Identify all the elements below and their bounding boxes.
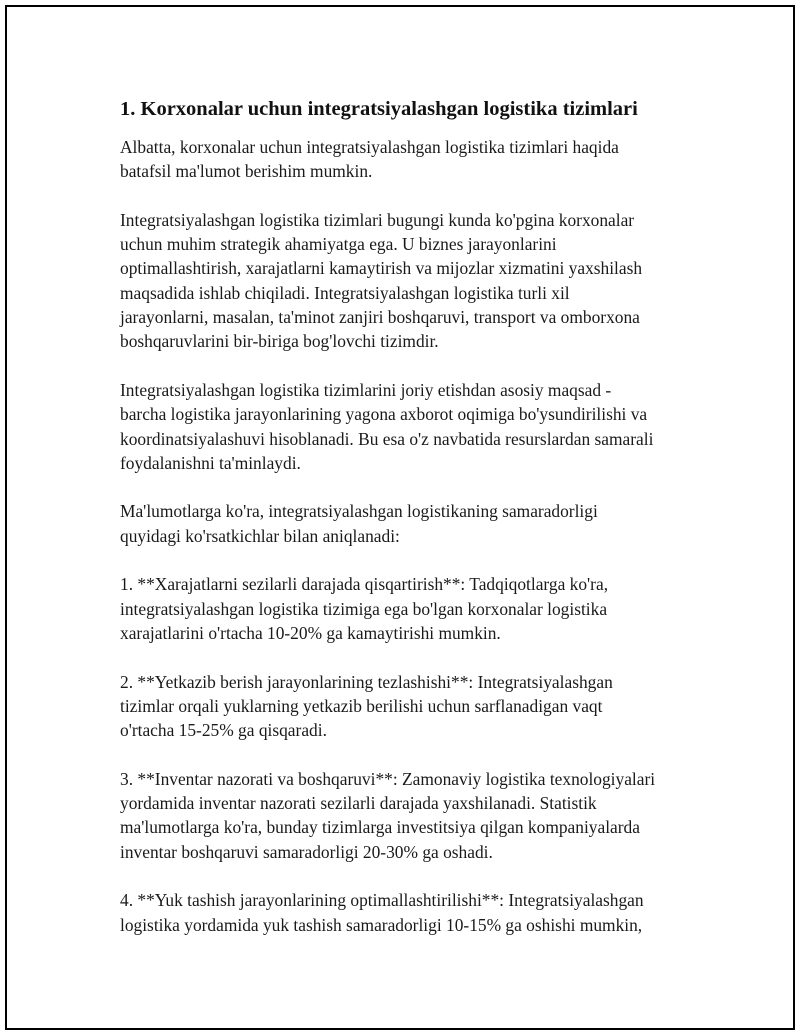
paragraph bbox=[120, 378, 690, 475]
text-line: 3. **Inventar nazorati va boshqaruvi**: Zamonaviy logistika texnologiyalari bbox=[120, 768, 656, 789]
text-line: 2. **Yetkazib berish jarayonlarining tezlashishi**: Integratsiyalashgan bbox=[120, 671, 613, 692]
list-item bbox=[120, 572, 690, 645]
document-title: 1. Korxonalar uchun integratsiyalashgan logistika tizimlari bbox=[120, 98, 638, 120]
text-line: 4. **Yuk tashish jarayonlarining optimallashtirilishi**: Integratsiyalashgan bbox=[120, 890, 644, 911]
list-item bbox=[120, 767, 690, 864]
paragraph bbox=[120, 499, 690, 548]
text-line: foydalanishni ta'minlaydi. bbox=[120, 452, 301, 473]
text-line: maqsadida ishlab chiqiladi. Integratsiyalashgan logistika turli xil bbox=[120, 282, 570, 303]
text-line: jarayonlarni, masalan, ta'minot zanjiri boshqaruvi, transport va omborxona bbox=[120, 307, 640, 328]
text-line: integratsiyalashgan logistika tizimiga ega bo'lgan korxonalar logistika bbox=[120, 598, 608, 619]
text-line: batafsil ma'lumot berishim mumkin. bbox=[120, 161, 373, 182]
text-line: inventar boshqaruvi samaradorligi 20-30% ga oshadi. bbox=[120, 841, 493, 862]
text-line: ma'lumotlarga ko'ra, bunday tizimlarga investitsiya qilgan kompaniyalarda bbox=[120, 817, 640, 838]
list-item bbox=[120, 888, 690, 937]
text-line: Ma'lumotlarga ko'ra, integratsiyalashgan logistikaning samaradorligi bbox=[120, 501, 598, 522]
text-line: xarajatlarini o'rtacha 10-20% ga kamaytirishi mumkin. bbox=[120, 622, 501, 643]
text-line: o'rtacha 15-25% ga qisqaradi. bbox=[120, 720, 327, 741]
text-line: quyidagi ko'rsatkichlar bilan aniqlanadi: bbox=[120, 525, 400, 546]
text-line: koordinatsiyalashuvi hisoblanadi. Bu esa o'z navbatida resurslardan samarali bbox=[120, 428, 654, 449]
text-line: Integratsiyalashgan logistika tizimlarini joriy etishdan asosiy maqsad - bbox=[120, 379, 612, 400]
list-item bbox=[120, 670, 690, 743]
paragraph bbox=[120, 208, 690, 354]
text-line: Albatta, korxonalar uchun integratsiyalashgan logistika tizimlari haqida bbox=[120, 137, 619, 157]
document-page bbox=[5, 5, 795, 1030]
text-line: tizimlar orqali yuklarning yetkazib berilishi uchun sarflanadigan vaqt bbox=[120, 695, 603, 716]
text-line: Integratsiyalashgan logistika tizimlari bugungi kunda ko'pgina korxonalar bbox=[120, 209, 635, 230]
text-line: 1. **Xarajatlarni sezilarli darajada qisqartirish**: Tadqiqotlarga ko'ra, bbox=[120, 574, 609, 595]
text-line: logistika yordamida yuk tashish samaradorligi 10-15% ga oshishi mumkin, bbox=[120, 914, 643, 935]
text-line: yordamida inventar nazorati sezilarli darajada yaxshilanadi. Statistik bbox=[120, 793, 597, 814]
document-body bbox=[120, 95, 690, 961]
text-line: uchun muhim strategik ahamiyatga ega. U biznes jarayonlarini bbox=[120, 234, 557, 255]
text-line: barcha logistika jarayonlarining yagona axborot oqimiga bo'ysundirilishi va bbox=[120, 404, 648, 425]
text-line: optimallashtirish, xarajatlarni kamaytirish va mijozlar xizmatini yaxshilash bbox=[120, 258, 643, 279]
paragraph bbox=[120, 135, 690, 184]
text-line: boshqaruvlarini bir-biriga bog'lovchi tizimdir. bbox=[120, 331, 439, 352]
